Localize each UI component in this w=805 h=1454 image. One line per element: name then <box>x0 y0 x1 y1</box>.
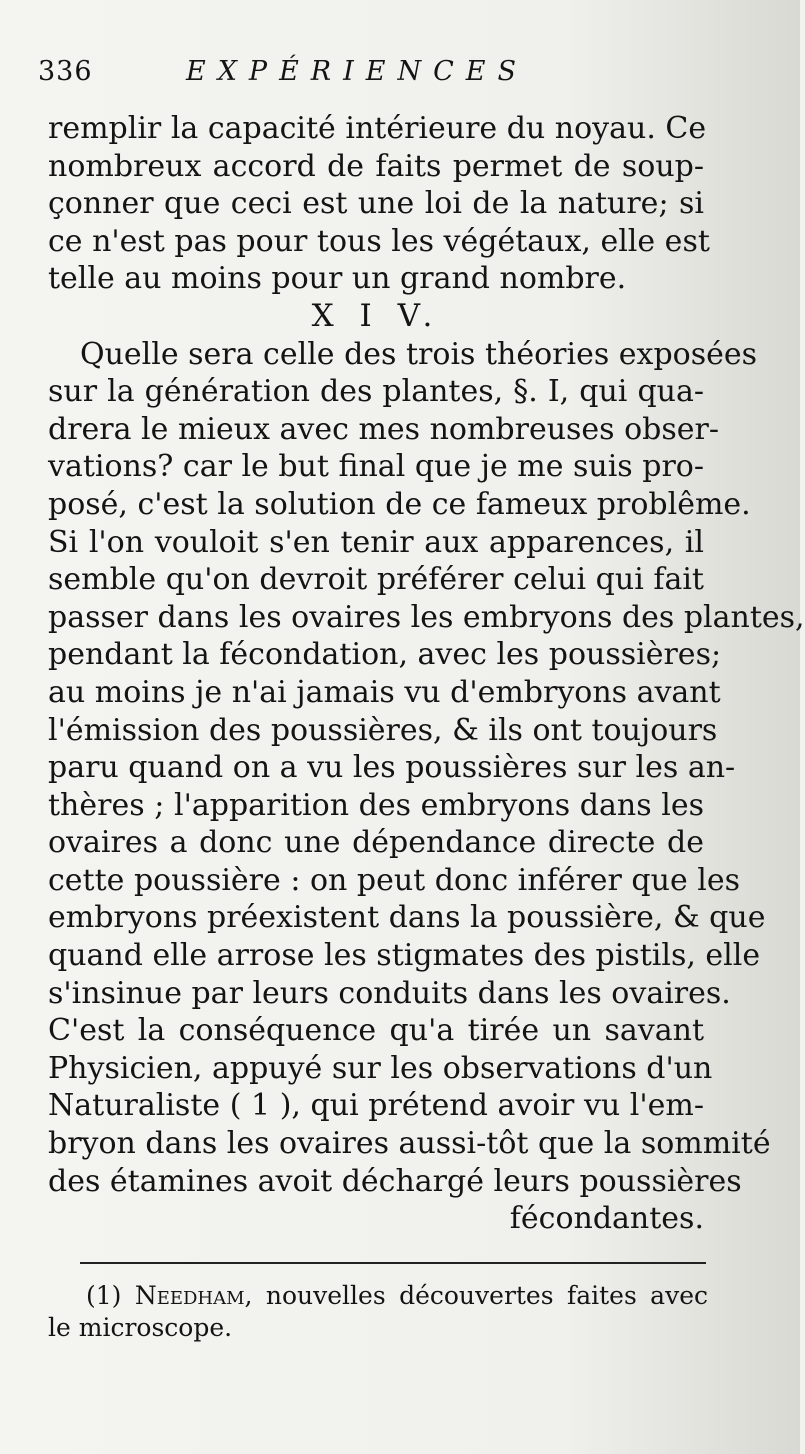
text-line: embryons préexistent dans la poussière, & que <box>48 900 766 936</box>
text-line-final: fécondantes. <box>509 1201 704 1237</box>
text-line: telle au moins pour un grand nombre. <box>48 261 627 297</box>
text-line: çonner que ceci est une loi de la nature; si <box>48 186 704 222</box>
running-title: EXPÉRIENCES <box>186 56 529 87</box>
page-header <box>38 56 718 96</box>
text-line: quand elle arrose les stigmates des pistils, elle <box>48 938 761 974</box>
text-line: Naturaliste ( 1 ), qui prétend avoir vu l'em- <box>48 1088 704 1124</box>
text-line: cette poussière : on peut donc inférer que les <box>48 862 740 898</box>
footnote-text: , nouvelles découvertes faites avec <box>244 1281 708 1310</box>
text-line: au moins je n'ai jamais vu d'embryons avant <box>48 674 721 710</box>
text-line: pendant la fécondation, avec les poussières; <box>48 637 722 673</box>
text-line: Physicien, appuyé sur les observations d'un <box>48 1050 713 1086</box>
text-line: sur la génération des plantes, §. I, qui qua- <box>48 374 704 410</box>
text-line: semble qu'on devroit préférer celui qui fait <box>48 562 704 598</box>
page-number: 336 <box>38 56 93 87</box>
text-line: drera le mieux avec mes nombreuses obser- <box>48 411 720 447</box>
footnote-marker: (1) <box>86 1281 122 1310</box>
body-text <box>48 110 805 1238</box>
text-line: des étamines avoit déchargé leurs poussières <box>48 1163 742 1199</box>
footnote <box>48 1280 708 1344</box>
footnote-author: Needham <box>134 1281 245 1310</box>
text-line: paru quand on a vu les poussières sur les an- <box>48 750 736 786</box>
text-line: remplir la capacité intérieure du noyau. Ce <box>48 111 707 146</box>
text-line: vations? car le but final que je me suis pro- <box>48 449 704 485</box>
text-line: ce n'est pas pour tous les végétaux, elle est <box>48 223 710 259</box>
text-line: bryon dans les ovaires aussi-tôt que la sommité <box>48 1126 771 1162</box>
text-line: C'est la conséquence qu'a tirée un savant <box>48 1013 704 1049</box>
footnote-divider <box>80 1262 706 1264</box>
footnote-line <box>48 1280 708 1312</box>
text-line: thères ; l'apparition des embryons dans les <box>48 787 704 823</box>
text-line: s'insinue par leurs conduits dans les ovaires. <box>48 975 731 1011</box>
text-line: passer dans les ovaires les embryons des plantes, <box>48 599 805 635</box>
text-line: ovaires a donc une dépendance directe de <box>48 825 704 861</box>
text-line: posé, c'est la solution de ce fameux problême. <box>48 486 751 522</box>
footnote-line: le microscope. <box>48 1313 233 1342</box>
text-line: Quelle sera celle des trois théories exposées <box>80 336 758 372</box>
text-line: nombreux accord de faits permet de soup- <box>48 148 704 184</box>
text-line: l'émission des poussières, & ils ont toujours <box>48 712 718 748</box>
section-heading: X I V. <box>311 297 441 334</box>
text-line: Si l'on vouloit s'en tenir aux apparences, il <box>48 524 704 560</box>
